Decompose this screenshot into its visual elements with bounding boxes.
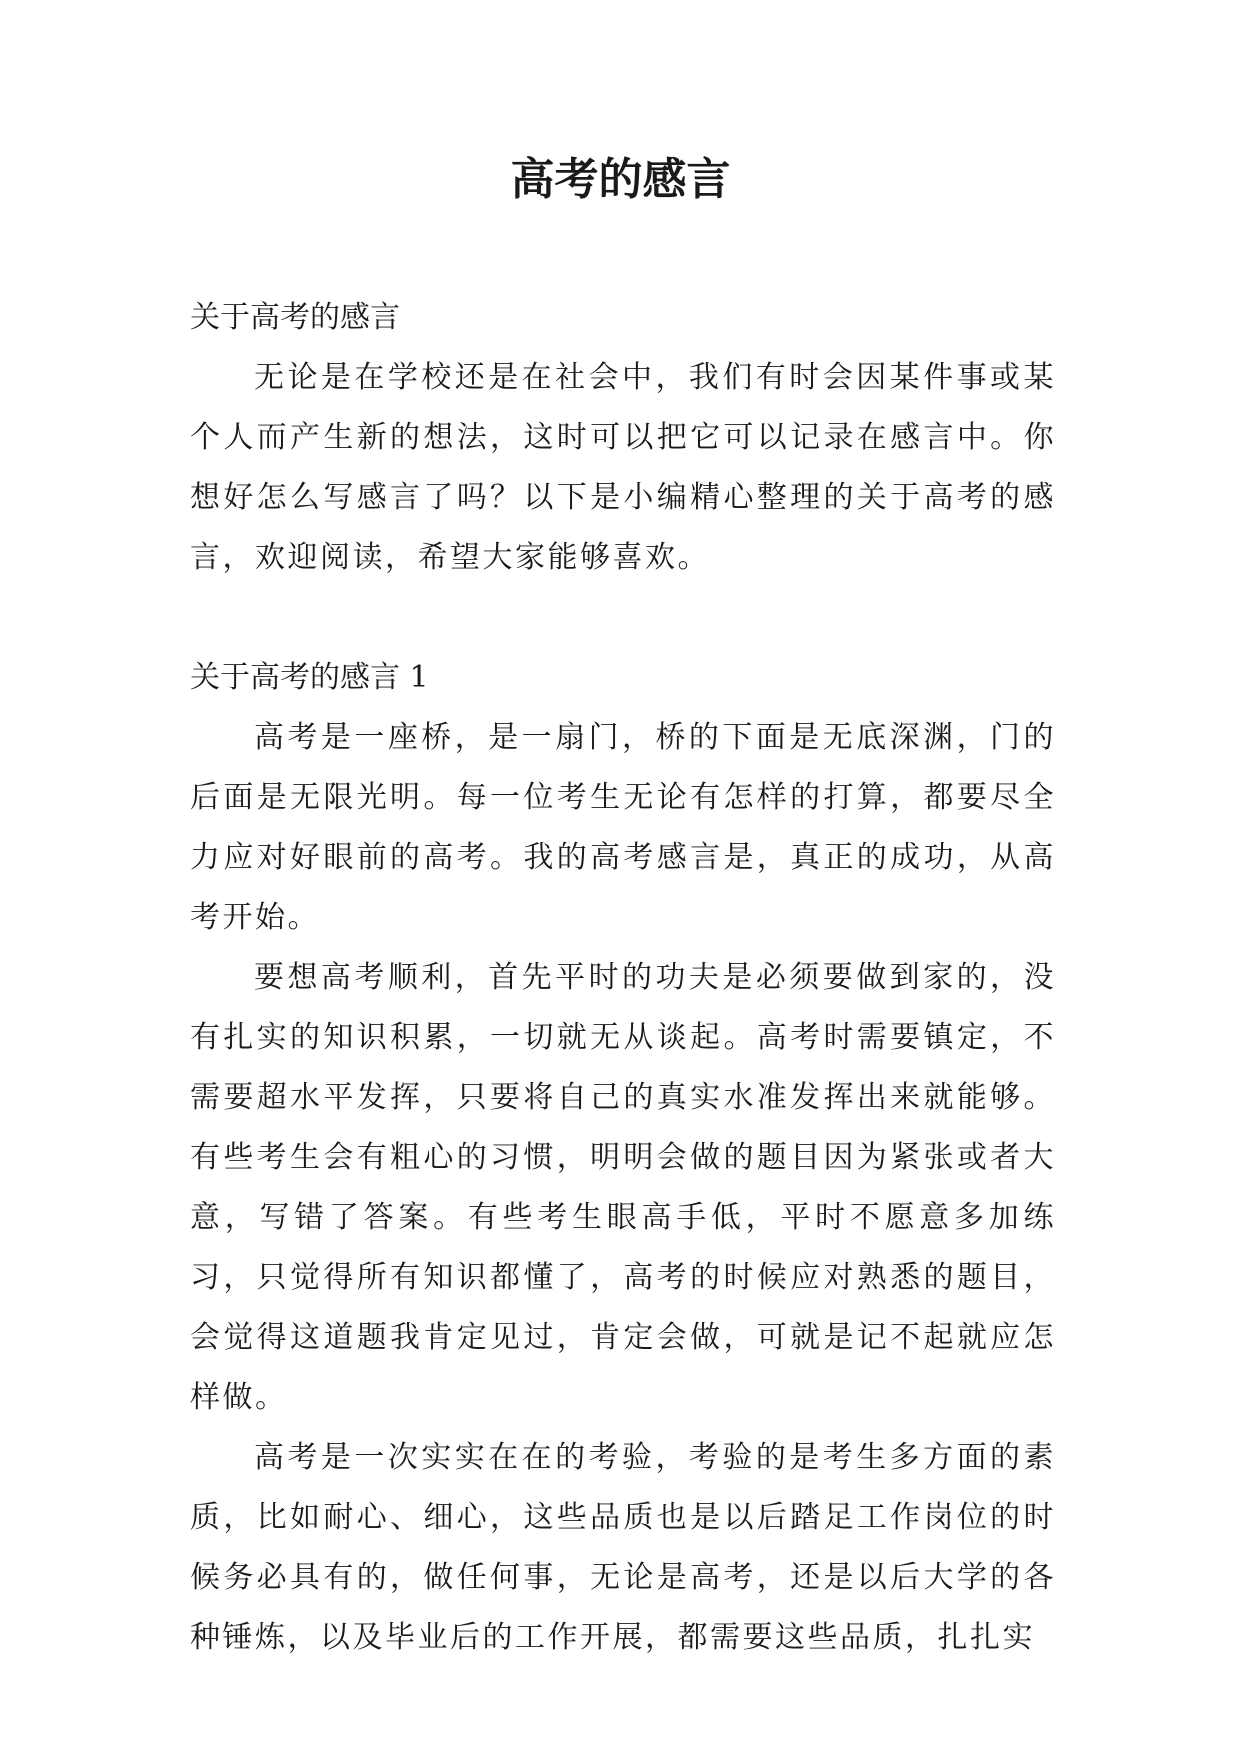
section1-paragraph-2: 要想高考顺利，首先平时的功夫是必须要做到家的，没有扎实的知识积累，一切就无从谈起。高考时需要镇定，不需要超水平发挥，只要将自己的真实水准发挥出来就能够。有些考生会有粗心的习惯，明明会做的题目因为紧张或者大意，写错了答案。有些考生眼高手低，平时不愿意多加练习，只觉得所有知识都懂了，高考的时候应对熟悉的题目，会觉得这道题我肯定见过，肯定会做，可就是记不起就应怎样做。 <box>190 960 1056 1415</box>
section1-heading: 关于高考的感言 1 <box>190 660 429 695</box>
document-title: 高考的感言 <box>510 154 731 205</box>
section1-paragraph-1: 高考是一座桥，是一扇门，桥的下面是无底深渊，门的后面是无限光明。每一位考生无论有怎样的打算，都要尽全力应对好眼前的高考。我的高考感言是，真正的成功，从高考开始。 <box>190 720 1056 935</box>
intro-paragraph: 无论是在学校还是在社会中，我们有时会因某件事或某个人而产生新的想法，这时可以把它可以记录在感言中。你想好怎么写感言了吗？以下是小编精心整理的关于高考的感言，欢迎阅读，希望大家能够喜欢。 <box>190 360 1056 575</box>
section-spacer <box>190 588 1056 648</box>
intro-heading: 关于高考的感言 <box>190 300 400 335</box>
document-body <box>190 288 1056 1668</box>
section1-paragraph-3: 高考是一次实实在在的考验，考验的是考生多方面的素质，比如耐心、细心，这些品质也是以后踏足工作岗位的时候务必具有的，做任何事，无论是高考，还是以后大学的各种锤炼，以及毕业后的工作开展，都需要这些品质，扎扎实 <box>190 1440 1056 1655</box>
